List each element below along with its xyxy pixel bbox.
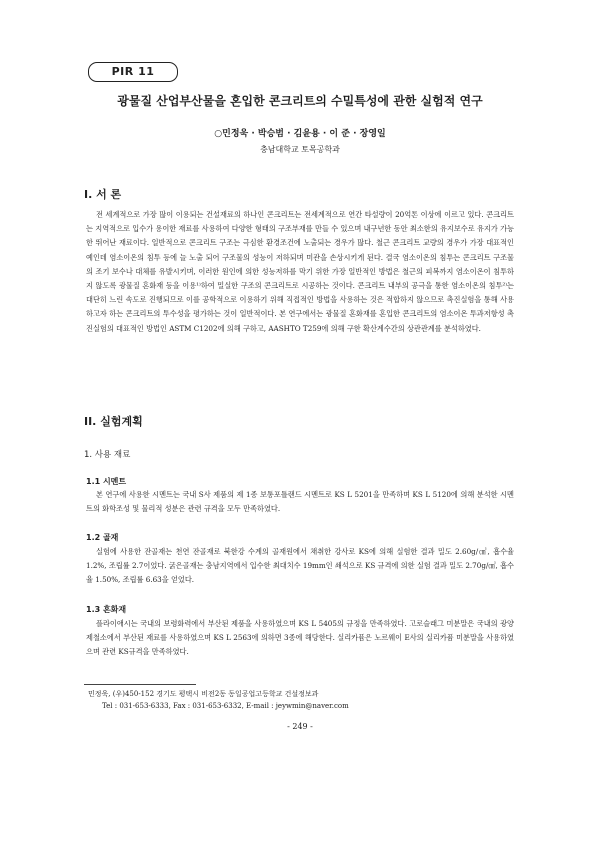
subsection-materials: 1. 사용 재료 [84,450,131,460]
heading-aggregate: 1.2 골재 [86,533,119,542]
page-number: - 249 - [287,722,313,731]
intro-paragraph: 전 세계적으로 가장 많이 이용되는 건설재료의 하나인 콘크리트는 전세계적으로 연간 타설량이 20억톤 이상에 이르고 있다. 콘크리트는 지역적으로 입수가 용이한 재료를 사용하여 다양한 형태의 구조부재를 만들 수 있으며 내구년한 동안 최소한의 유지보수로 유지가 가능한 뛰어난 재료이다. 일반적으로 콘크리트 구조는 극심한 환경조건에 노출되는 경우가 많다. 철근 콘크리트 교량의 경우가 가장 대표적인 예인데 염소이온의 침투 등에 늘 노출 되어 구조물의 성능이 저하되며 미관을 손상시키게 된다. 결국 염소이온의 침투는 콘크리트 구조물의 조기 보수나 대체를 유발시키며, 이러한 원인에 의한 성능저하를 막기 위한 가장 일반적인 방법은 철근의 피복까지 염소이온이 침투하지 않도록 광물질 혼화재 등을 이용¹⁾하여 밀실한 구조의 콘크리트로 시공하는 것이다. 콘크리트 내부의 공극을 통한 염소이온의 침투²⁾는 대단히 느린 속도로 진행되므로 이를 공학적으로 이용하기 위해 직접적인 방법을 사용하는 것은 적합하지 않으므로 촉진실험을 통해 사용하고자 하는 콘크리트의 투수성을 평가하는 것이 일반적이다. 본 연구에서는 광물질 혼화재를 혼입한 콘크리트의 염소이온 투과저항성 촉진실험의 대표적인 방법인 ASTM C1202에 의해 구하고, AASHTO T259에 의해 구한 확산계수간의 상관관계를 분석하였다. [86,210,514,333]
footnote-divider [84,684,196,685]
heading-admixture: 1.3 혼화재 [86,605,127,614]
section-heading-intro: I. 서 론 [84,188,122,201]
footnote-contact: Tel : 031-653-6333, Fax : 031-653-6332, E-mail : jeywmin@naver.com [102,702,349,710]
affiliation: 충남대학교 토목공학과 [260,145,340,154]
paper-title: 광물질 산업부산물을 혼입한 콘크리트의 수밀특성에 관한 실험적 연구 [117,94,483,108]
section-heading-plan: II. 실험계획 [84,415,143,428]
admixture-paragraph: 플라이애시는 국내의 보령화력에서 부산된 제품을 사용하였으며 KS L 5405의 규정을 만족하였다. 고로슬래그 미분말은 국내의 광양 제철소에서 부산된 재료를 사용하였으며 KS L 2563에 의하면 3종에 해당한다. 실리카퓸은 노르웨이 E사의 실리카퓸 미분말을 사용하였으며 관련 KS규격을 만족하였다. [86,619,514,657]
paper-id-badge: PIR 11 [88,62,178,82]
author-list: ○민정욱 · 박승범 · 김윤용 · 이 준 · 장영일 [214,129,386,139]
heading-cement: 1.1 시멘트 [86,477,127,486]
aggregate-paragraph: 실험에 사용한 잔골재는 천연 잔골재로 북한강 수계의 골재원에서 채취한 강사로 KS에 의해 실험한 결과 밀도 2.60g/㎤, 흡수율 1.2%, 조립률 2.7이었다. 굵은골재는 충남지역에서 입수한 최대치수 19mm인 쇄석으로 KS 규격에 의한 실험 결과 밀도 2.70g/㎤, 흡수율 1.50%, 조립률 6.63을 얻었다. [86,547,514,585]
footnote-address: 민정욱, (우)450-152 경기도 평택시 비전2동 동일공업고등학교 건설정보과 [88,690,319,698]
cement-paragraph: 본 연구에 사용한 시멘트는 국내 S사 제품의 제 1종 보통포틀랜드 시멘트로 KS L 5201을 만족하며 KS L 5120에 의해 분석한 시멘트의 화학조성 및 물리적 성분은 관련 규격을 모두 만족하였다. [86,490,514,514]
